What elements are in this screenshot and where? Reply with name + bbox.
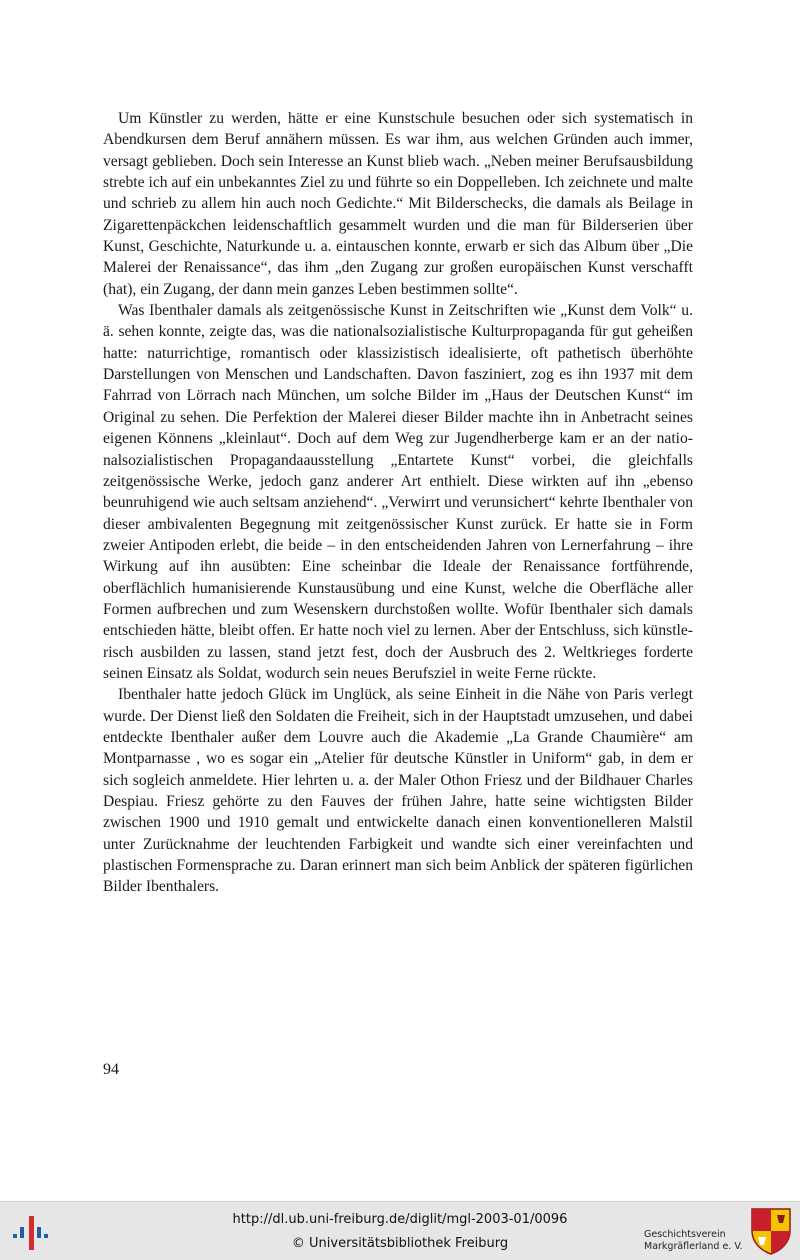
footer-copyright: © Universitätsbibliothek Freiburg (291, 1236, 509, 1251)
footer-url-link[interactable]: http://dl.ub.uni-freiburg.de/diglit/mgl-2003-01/0096 (232, 1212, 568, 1227)
paragraph: Ibenthaler hatte jedoch Glück im Unglück, als seine Einheit in die Nähe von Paris verlegt wurde. Der Dienst ließ den Soldaten die Freiheit, sich in der Hauptstadt umzusehen, und dabei entdeckte Ibenthaler außer dem Louvre auch die Akademie „La Grande Chaumière“ am Montparnasse , wo es sogar ein „Atelier für deutsche Künstler in Uniform“ gab, in dem er sich sogleich anmeldete. Hier lehrten u. a. der Maler Othon Friesz und der Bildhauer Charles Despiau. Friesz gehörte zu den Fauves der frühen Jahre, hatte seine wichtigsten Bilder zwischen 1900 und 1910 gemalt und entwickelte danach einen konventionelleren Malstil unter Zurücknahme der leuchtenden Farbigkeit und wandte sich einer vereinfachten und plastischen Formensprache zu. Daran erinnert man sich beim Anblick der späteren figürlichen Bilder Ibenthalers. (103, 686, 693, 896)
footer-bar (0, 1201, 800, 1260)
org-name-line1: Geschichtsverein (644, 1229, 726, 1240)
coat-of-arms-icon (750, 1207, 792, 1255)
footer-organization (644, 1229, 743, 1253)
paragraph: Um Künstler zu werden, hätte er eine Kunstschule besuchen oder sich systematisch in Abendkursen dem Beruf annähern müssen. Es war ihm, aus welchen Gründen auch immer, versagt geblieben. Doch sein Interesse an Kunst blieb wach. „Neben meiner Berufsausbildung strebte ich auf ein unbekanntes Ziel zu und führte so ein Doppelleben. Ich zeichnete und malte und schrieb zu allem hin auch noch Gedichte.“ Mit Bilderschecks, die damals als Beilage in Zigarettenpäckchen leidenschaftlich gesammelt wurden und die man für Bilderserien über Kunst, Geschichte, Naturkunde u. a. eintauschen konnte, erwarb er sich das Album über „Die Malerei der Renaissance“, das ihm „den Zugang zur großen europäischen Kunst verschafft (hat), ein Zugang, der dann mein ganzes Leben bestimmen sollte“. (103, 110, 693, 298)
paragraph: Was Ibenthaler damals als zeitgenössische Kunst in Zeitschriften wie „Kunst dem Volk“ u. ä. sehen konnte, zeigte das, was die nationalsozialistische Kulturpropaganda für gut geheißen hatte: naturrichtige, romantisch oder klassizistisch idealisierte, oft pathetisch überhöhte Darstellungen von Menschen und Landschaften. Davon fasziniert, zog es ihn 1937 mit dem Fahrrad von Lörrach nach München, um solche Bilder im „Haus der Deutschen Kunst“ im Original zu sehen. Die Perfektion der Malerei dieser Bilder machte ihn in Anbetracht seines eigenen Könnens „kleinlaut“. Doch auf dem Weg zur Jugendherberge kam er an der nationalsozialistischen Propagandaausstellung „Entartete Kunst“ vorbei, die gleichfalls zeitgenössische Werke, jedoch ganz anderer Art enthielt. Diese wirkten auf ihn „ebenso beunruhigend wie auch seltsam anziehend“. „Verwirrt und verunsichert“ kehrte Ibenthaler von dieser ambivalenten Begegnung mit zeitgenössischer Kunst zurück. Er hatte sie in Form zweier Antipoden erlebt, die beide – in den entscheidenden Jahren von Lernerfahrung – ihre Wirkung auf ihn ausübten: Eine scheinbar die Ideale der Renaissance fortführende, oberflächlich humanisierende Kunstausübung und eine Kunst, welche die Oberfläche aller Formen aufbrechen und zum Wesenskern durchstoßen wollte. Wofür Ibenthaler sich damals entschieden hätte, bleibt offen. Er hatte noch viel zu lernen. Aber der Entschluss, sich künstlerisch ausbilden zu lassen, stand jetzt fest, doch der Ausbruch des 2. Weltkrieges forderte seinen Einsatz als Soldat, wodurch sein neues Berufsziel in weite Ferne rückte. (103, 302, 693, 682)
org-name-line2: Markgräflerland e. V. (644, 1241, 743, 1252)
document-body (103, 108, 693, 898)
page-number: 94 (103, 1061, 119, 1078)
